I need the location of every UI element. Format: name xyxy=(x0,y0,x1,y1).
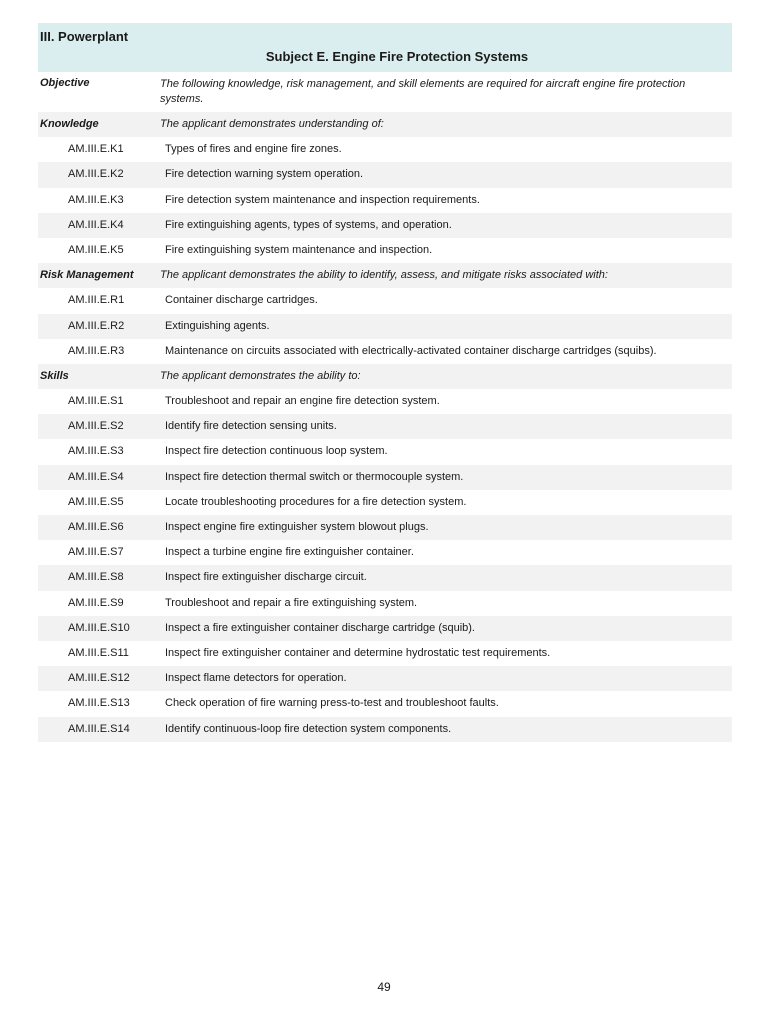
element-description: Troubleshoot and repair a fire extinguishing system. xyxy=(165,596,418,609)
element-description: Inspect a turbine engine fire extinguisher container. xyxy=(165,546,414,559)
element-row xyxy=(38,691,732,716)
element-description: Inspect engine fire extinguisher system blowout plugs. xyxy=(165,521,429,533)
element-code: AM.III.E.R3 xyxy=(68,344,125,357)
element-code: AM.III.E.S10 xyxy=(68,621,130,634)
element-description: Inspect fire detection continuous loop system. xyxy=(165,445,388,458)
element-row xyxy=(38,717,732,742)
element-code: AM.III.E.K5 xyxy=(68,243,124,256)
element-row xyxy=(38,162,732,187)
element-row xyxy=(38,666,732,691)
element-code: AM.III.E.S3 xyxy=(68,445,124,458)
element-row xyxy=(38,314,732,339)
element-row xyxy=(38,515,732,540)
element-code: AM.III.E.R2 xyxy=(68,319,125,332)
skills-intro: The applicant demonstrates the ability to: xyxy=(160,369,361,382)
knowledge-header-row xyxy=(38,112,732,137)
element-description: Fire extinguishing agents, types of systems, and operation. xyxy=(165,218,452,231)
element-code: AM.III.E.K2 xyxy=(68,168,124,181)
section-header xyxy=(38,23,732,72)
element-code: AM.III.E.S13 xyxy=(68,697,130,710)
element-description: Inspect flame detectors for operation. xyxy=(165,672,347,685)
element-row xyxy=(38,465,732,490)
element-row xyxy=(38,540,732,565)
element-description: Container discharge cartridges. xyxy=(165,294,318,307)
element-code: AM.III.E.S4 xyxy=(68,470,124,483)
element-code: AM.III.E.S12 xyxy=(68,672,130,685)
element-description: Fire detection system maintenance and inspection requirements. xyxy=(165,193,480,206)
knowledge-intro: The applicant demonstrates understanding of: xyxy=(160,118,384,130)
element-description: Identify fire detection sensing units. xyxy=(165,420,337,433)
risk-management-header-row xyxy=(38,263,732,288)
element-row xyxy=(38,213,732,238)
element-row xyxy=(38,238,732,263)
elements-table xyxy=(38,112,732,742)
element-row xyxy=(38,339,732,364)
element-code: AM.III.E.R1 xyxy=(68,294,125,307)
element-description: Inspect fire detection thermal switch or thermocouple system. xyxy=(165,470,464,483)
element-code: AM.III.E.K3 xyxy=(68,193,124,206)
objective-label: Objective xyxy=(40,77,90,89)
element-row xyxy=(38,565,732,590)
element-code: AM.III.E.S14 xyxy=(68,722,130,735)
element-description: Maintenance on circuits associated with electrically-activated container discharge cartridges (squibs). xyxy=(165,344,657,357)
element-code: AM.III.E.S7 xyxy=(68,546,124,559)
element-description: Troubleshoot and repair an engine fire detection system. xyxy=(165,395,440,408)
risk-management-intro: The applicant demonstrates the ability to identify, assess, and mitigate risks associated with: xyxy=(160,269,608,282)
page-number: 49 xyxy=(377,980,391,994)
element-row xyxy=(38,641,732,666)
element-code: AM.III.E.S6 xyxy=(68,521,124,533)
element-code: AM.III.E.S2 xyxy=(68,420,124,433)
element-row xyxy=(38,414,732,439)
element-code: AM.III.E.K4 xyxy=(68,218,124,231)
element-description: Inspect fire extinguisher discharge circuit. xyxy=(165,571,367,584)
element-row xyxy=(38,490,732,515)
element-row xyxy=(38,439,732,464)
element-code: AM.III.E.S9 xyxy=(68,596,124,609)
objective-row xyxy=(38,72,732,112)
risk-management-label: Risk Management xyxy=(40,269,134,282)
skills-header-row xyxy=(38,364,732,389)
section-title: III. Powerplant xyxy=(40,29,129,44)
element-description: Extinguishing agents. xyxy=(165,319,270,332)
element-description: Fire extinguishing system maintenance and inspection. xyxy=(165,243,433,256)
element-code: AM.III.E.S8 xyxy=(68,571,124,584)
element-description: Types of fires and engine fire zones. xyxy=(165,143,342,156)
element-row xyxy=(38,591,732,616)
skills-label: Skills xyxy=(40,369,69,382)
element-description: Identify continuous-loop fire detection system components. xyxy=(165,722,452,735)
element-code: AM.III.E.K1 xyxy=(68,143,124,156)
element-code: AM.III.E.S11 xyxy=(68,646,129,659)
element-description: Fire detection warning system operation. xyxy=(165,168,364,181)
element-description: Inspect fire extinguisher container and determine hydrostatic test requirements. xyxy=(165,646,551,659)
element-description: Inspect a fire extinguisher container discharge cartridge (squib). xyxy=(165,621,475,634)
element-description: Locate troubleshooting procedures for a fire detection system. xyxy=(165,495,467,508)
element-row xyxy=(38,389,732,414)
element-row xyxy=(38,616,732,641)
element-description: Check operation of fire warning press-to-test and troubleshoot faults. xyxy=(165,697,499,710)
objective-text: The following knowledge, risk management, and skill elements are required for aircraft engine fire protection systems. xyxy=(160,78,686,105)
element-code: AM.III.E.S1 xyxy=(68,395,124,408)
element-row xyxy=(38,188,732,213)
element-row xyxy=(38,288,732,313)
subject-title: Subject E. Engine Fire Protection Systems xyxy=(265,49,529,64)
element-code: AM.III.E.S5 xyxy=(68,495,124,508)
element-row xyxy=(38,137,732,162)
knowledge-label: Knowledge xyxy=(40,118,99,130)
